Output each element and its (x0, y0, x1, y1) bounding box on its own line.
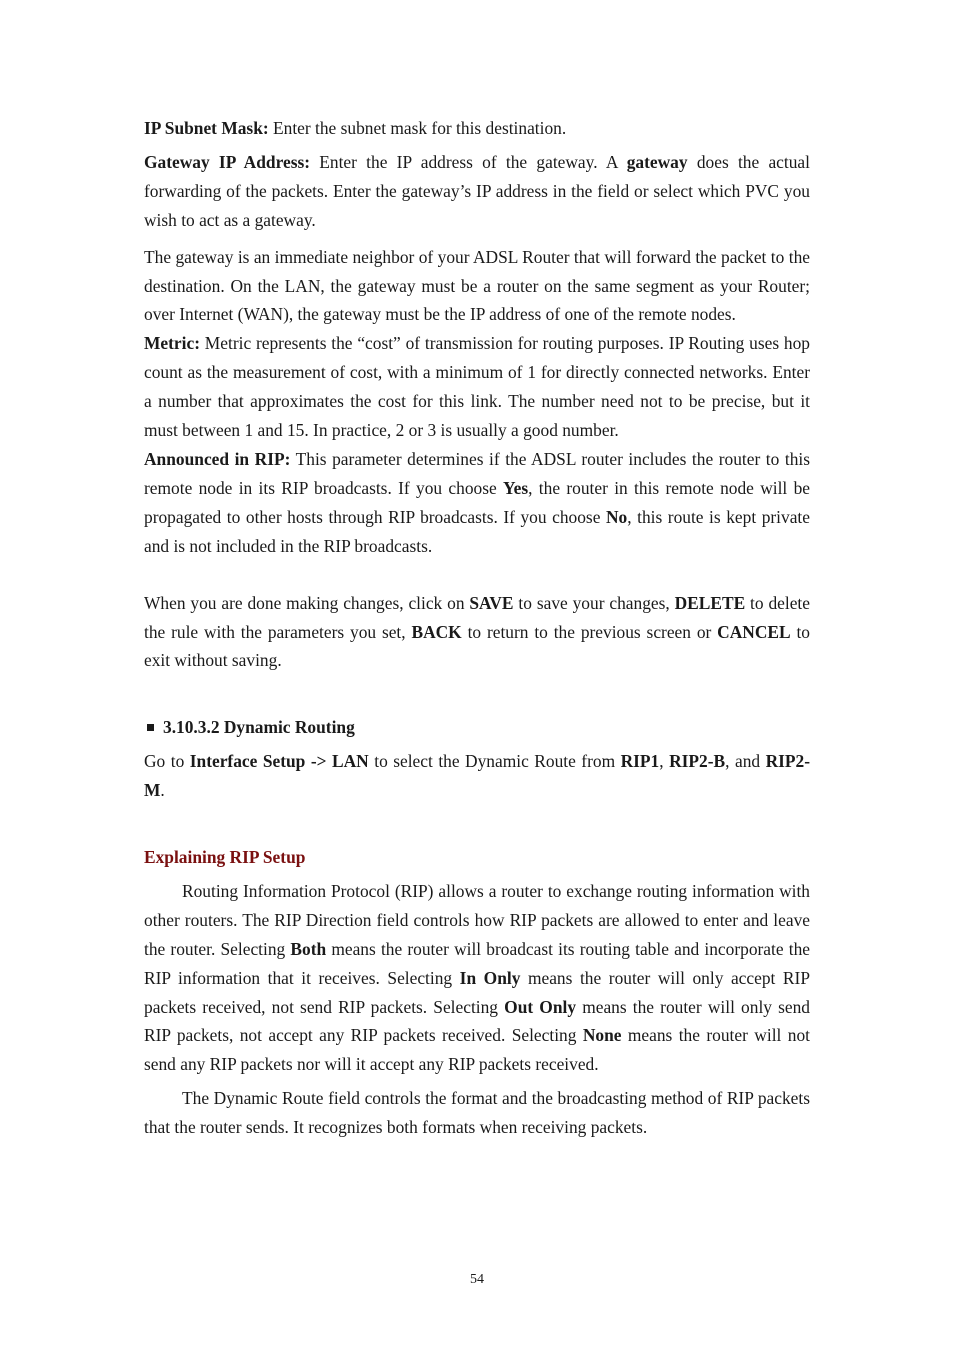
paragraph-ip-subnet-mask: IP Subnet Mask: Enter the subnet mask for this destination. (144, 118, 567, 138)
square-bullet-icon (147, 724, 154, 731)
paragraph-metric: Metric: Metric represents the “cost” of transmission for routing purposes. IP Routing uses hop count as the measurement of cost, with a minimum of 1 for directly connected networks. Enter a number that approximates the cost for this link. The number need not to be precise, but it must between 1 and 15. In practice, 2 or 3 is usually a good number. (144, 333, 810, 441)
paragraph-dynamic-route-field: The Dynamic Route field controls the format and the broadcasting method of RIP packets that the router sends. It recognizes both formats when receiving packets. (144, 1088, 810, 1138)
paragraph-rip-direction: Routing Information Protocol (RIP) allows a router to exchange routing information with other routers. The RIP Direction field controls how RIP packets are allowed to enter and leave the router. Selecting Both means the router will broadcast its routing table and incorporate the RIP information that it receives. Selecting In Only means the router will only accept RIP packets received, not send RIP packets. Selecting Out Only means the router will only send RIP packets, not accept any RIP packets received. Selecting None means the router will not send any RIP packets nor will it accept any RIP packets received. (144, 880, 810, 1075)
paragraph-save-instructions: When you are done making changes, click on SAVE to save your changes, DELETE to delete the rule with the parameters you set, BACK to return to the previous screen or CANCEL to exit without saving. (144, 592, 810, 671)
page-number: 54 (470, 1272, 484, 1287)
section-title-explaining-rip-setup: Explaining RIP Setup (144, 847, 306, 868)
paragraph-gateway-ip-address: Gateway IP Address: Enter the IP address of the gateway. A gateway does the actual forwarding of the packets. Enter the gateway’s IP address in the field or select which PVC you wish to act as a gateway. (144, 151, 810, 230)
document-body (144, 114, 810, 1142)
paragraph-dynamic-route-selection: Go to Interface Setup -> LAN to select the Dynamic Route from RIP1, RIP2-B, and RIP2-M. (144, 751, 811, 801)
section-heading-dynamic-routing: 3.10.3.2 Dynamic Routing (144, 713, 810, 742)
paragraph-announced-in-rip: Announced in RIP: This parameter determines if the ADSL router includes the router to this remote node in its RIP broadcasts. If you choose Yes, the router in this remote node will be propagated to other hosts through RIP broadcasts. If you choose No, this route is kept private and is not included in the RIP broadcasts. (144, 448, 810, 556)
paragraph-gateway-description: The gateway is an immediate neighbor of your ADSL Router that will forward the packet to the destination. On the LAN, the gateway must be a router on the same segment as your Router; over Internet (WAN), the gateway must be the IP address of one of the remote nodes. (144, 246, 810, 325)
